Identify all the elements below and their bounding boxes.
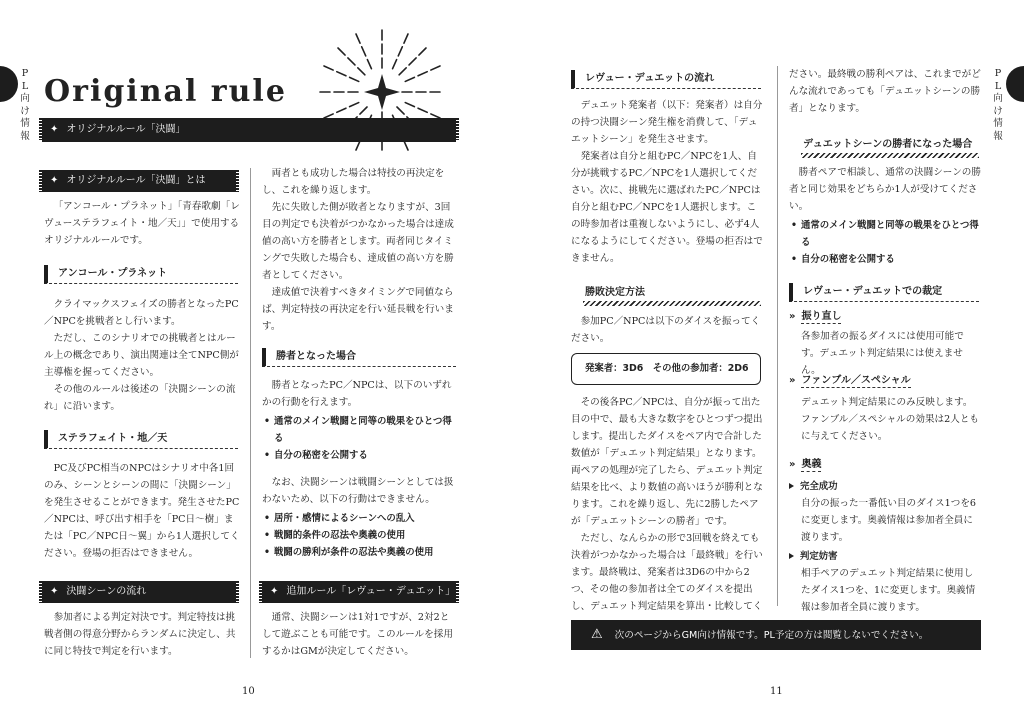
chevron-right-icon: » (789, 459, 796, 470)
left-column-2 (262, 165, 456, 335)
gm-notice-text: 次のページからGM向け情報です。PL予定の方は閲覧しないでください。 (614, 630, 929, 641)
side-tab-char: L (21, 80, 29, 92)
section-heading-text: 勝敗決定方法 (585, 287, 645, 298)
side-tab-char: 報 (993, 130, 1003, 142)
duet-winner-text (789, 164, 981, 268)
side-tab-char: け (993, 105, 1003, 117)
paragraph: 自分の振った一番低い目のダイス1つを6に変更します。奥義情報は参加者全員に渡ります。 (801, 498, 977, 543)
section-heading-text: デュエットシーンの勝者になった場合 (803, 139, 973, 150)
warning-icon: ⚠ (591, 627, 603, 642)
method-text-1 (571, 313, 763, 347)
list-item: • 戦闘的条件の忍法や奥義の使用 (262, 527, 458, 544)
paragraph: 両者とも成功した場合は特技の再決定をし、これを繰り返します。 (262, 168, 445, 196)
page-number-left: 10 (242, 686, 255, 697)
chevron-right-icon: » (789, 311, 796, 322)
star-icon: ✦ (270, 586, 279, 597)
hatch-underline (583, 301, 761, 306)
paragraph: 先に失敗した側が敗者となりますが、3回目の判定でも決着がつかなかった場合は達成値の高い方を勝者とします。両者同じタイミングで失敗した場合も、達成値の高い方を勝者としてください。 (262, 202, 454, 281)
paragraph: 発案者は自分と組むPC／NPCを1人、自分が挑戦するPC／NPCを1人選択してください。次に、挑戦先に選ばれたPC／NPCは自分と組むPC／NPCを1人選択します。この時参加者は重複しないようにし、必ず4人になるようにしてください。登場の拒否はできません。 (571, 151, 763, 264)
list-item: • 通常のメイン戦闘と同等の戦果をひとつ得る (789, 217, 981, 251)
star-icon: ✦ (50, 586, 59, 597)
paragraph: 勝者となったPC／NPCは、以下のいずれかの行動を行えます。 (262, 380, 452, 408)
section-heading-flow (42, 581, 236, 603)
section-heading-winner: 勝者となった場合 (262, 348, 456, 367)
paragraph: 相手ペアのデュエット判定結果に使用したダイス1つを、1に変更します。奥義情報は参加者全員に渡ります。 (801, 568, 976, 613)
flow-text (44, 609, 240, 660)
duet-winner-bullets (789, 217, 981, 268)
list-item: • 居所・感情によるシーンへの乱入 (262, 510, 458, 527)
stella-text (44, 460, 240, 562)
side-tab-char: P (21, 68, 29, 79)
hatch-underline (801, 153, 979, 158)
title-banner (42, 118, 456, 142)
side-tab-char: 情 (993, 118, 1003, 129)
triangle-right-icon (789, 483, 794, 489)
revue-flow-text (571, 97, 763, 267)
paragraph: デュエット発案者（以下：発案者）は自分の持つ決闘シーン発生権を消費して、「デュエットシーン」を発生させます。 (571, 100, 763, 145)
page-edge-notch-left (0, 66, 18, 102)
paragraph: クライマックスフェイズの勝者となったPC／NPCを挑戦者とし行います。 (44, 299, 239, 327)
paragraph: 「アンコール・プラネット」「青春歌劇「レヴューステラフェイト・地／天」」で使用するオリジナルルールです。 (44, 201, 240, 246)
dice-box: 発案者：3D6 その他の参加者：2D6 (571, 353, 761, 385)
paragraph: 達成値で決着すべきタイミングで同値ならば、判定特技の再決定を行い延長戦を行います。 (262, 287, 454, 332)
section-heading-ruling: レヴュー・デュエットでの裁定 (789, 283, 979, 302)
paragraph: 各参加者の振るダイスには使用可能です。デュエット判定結果には使えません。 (801, 331, 964, 376)
section-heading-text: 追加ルール「レヴュー・デュエット」 (286, 586, 456, 597)
section-heading-revue-flow: レヴュー・デュエットの流れ (571, 70, 761, 89)
paragraph: ただし、このシナリオでの挑戦者とはルール上の概念であり、演出関連は全てNPC側が主導権を握ってください。 (44, 333, 239, 378)
star-icon: ✦ (50, 124, 59, 135)
list-item: • 通常のメイン戦闘と同等の戦果をひとつ得る (262, 413, 458, 447)
section-heading-additional (262, 581, 456, 603)
paragraph: ださい。最終戦の勝利ペアは、これまでがどんな流れであっても「デュエットシーンの勝者」となります。 (789, 69, 981, 114)
chevron-right-icon: » (789, 375, 796, 386)
ougi-sub-title: 判定妨害 (800, 551, 838, 562)
method-text-2 (571, 394, 765, 615)
ruling-item-ougi (789, 456, 821, 474)
side-tab-char: 向 (993, 93, 1003, 104)
page-number-right: 11 (770, 686, 783, 697)
section-heading-about (42, 170, 236, 192)
side-tab-char: L (994, 80, 1002, 92)
ougi-details (789, 478, 981, 616)
side-tab-char: 情 (20, 118, 30, 129)
section-heading-method (583, 285, 761, 301)
section-heading-stella: ステラフェイト・地／天 (44, 430, 238, 449)
column-divider (777, 66, 778, 606)
ruling-item-title: 奥義 (801, 459, 822, 470)
ruling-item-fumble-text (801, 394, 981, 445)
restriction-bullets (262, 510, 458, 561)
ougi-sub-block (789, 548, 981, 565)
side-tab-left (18, 68, 32, 143)
paragraph: PC及びPC相当のNPCはシナリオ中各1回のみ、シーンとシーンの間に「決闘シーン」を発生させることができます。発生させたPC／NPCは、呼び出す相手を「PC日〜樹」または「PC／NPC日〜翼」から1人選択してください。登場の拒否はできません。 (44, 463, 240, 559)
ruling-item-reroll (789, 308, 841, 326)
paragraph: 通常、決闘シーンは1対1ですが、2対2として遊ぶことも可能です。このルールを採用するかはGMが決定してください。 (262, 612, 453, 657)
column-divider (250, 168, 251, 658)
list-item: • 戦闘の勝利が条件の忍法や奥義の使用 (262, 544, 458, 561)
side-tab-char: P (994, 68, 1002, 79)
winner-bullets (262, 413, 458, 464)
paragraph: デュエット判定結果にのみ反映します。ファンブル／スペシャルの効果は2人ともに与えてください。 (801, 397, 980, 442)
page-title: Original rule (44, 74, 287, 109)
paragraph: その他のルールは後述の「決闘シーンの流れ」に沿います。 (44, 384, 236, 412)
list-item: • 自分の秘密を公開する (262, 447, 458, 464)
title-banner-text: オリジナルルール「決闘」 (66, 124, 186, 135)
paragraph: その後各PC／NPCは、自分が振って出た目の中で、最も大きな数字をひとつずつ提出します。提出したダイスをペア内で合計した数値が「デュエット判定結果」となります。両ペアの処理が完了したら、デュエット判定結果を比べ、より数値の高いほうが勝利となります。これを繰り返し、先に2勝したペアが「デュエットシーンの勝者」です。 (571, 397, 763, 527)
ougi-sub-complete (789, 478, 981, 495)
triangle-right-icon (789, 553, 794, 559)
ruling-item-fumble (789, 372, 911, 390)
about-text (44, 198, 240, 249)
ougi-sub-title: 完全成功 (800, 481, 838, 492)
page-edge-notch-right (1006, 66, 1024, 102)
encore-text (44, 296, 240, 415)
ruling-item-title: 振り直し (801, 311, 842, 322)
side-tab-right (991, 68, 1005, 143)
list-item: • 自分の秘密を公開する (789, 251, 981, 268)
section-heading-text: 決闘シーンの流れ (66, 586, 147, 597)
winner-text (262, 377, 458, 561)
right-column-2-top (789, 66, 981, 117)
paragraph: 勝者ペアで相談し、通常の決闘シーンの勝者と同じ効果をどちらか1人が受けてください。 (789, 167, 981, 212)
gm-notice-bar (571, 620, 981, 650)
additional-text (262, 609, 458, 660)
paragraph: なお、決闘シーンは戦闘シーンとしては扱わないため、以下の行動はできません。 (262, 477, 454, 505)
side-tab-char: 向 (20, 93, 30, 104)
side-tab-char: 報 (20, 130, 30, 142)
star-icon: ✦ (50, 175, 59, 186)
section-heading-text: オリジナルルール「決闘」とは (66, 175, 206, 186)
section-heading-encore: アンコール・プラネット (44, 265, 238, 284)
paragraph: 参加PC／NPCは以下のダイスを振ってください。 (571, 316, 761, 344)
ruling-item-title: ファンブル／スペシャル (801, 375, 911, 386)
side-tab-char: け (20, 105, 30, 117)
paragraph: ただし、なんらかの形で3回戦を終えても決着がつかなかった場合は「最終戦」を行います。最終戦は、発案者は3D6の中から2つ、その他の参加者は全てのダイスを提出し、デュエット判定結果を算出・比較してく (571, 533, 763, 612)
section-heading-duet-winner (801, 137, 979, 153)
paragraph: 参加者による判定対決です。判定特技は挑戦者側の得意分野からランダムに決定し、共に同じ特技で判定を行います。 (44, 612, 236, 657)
